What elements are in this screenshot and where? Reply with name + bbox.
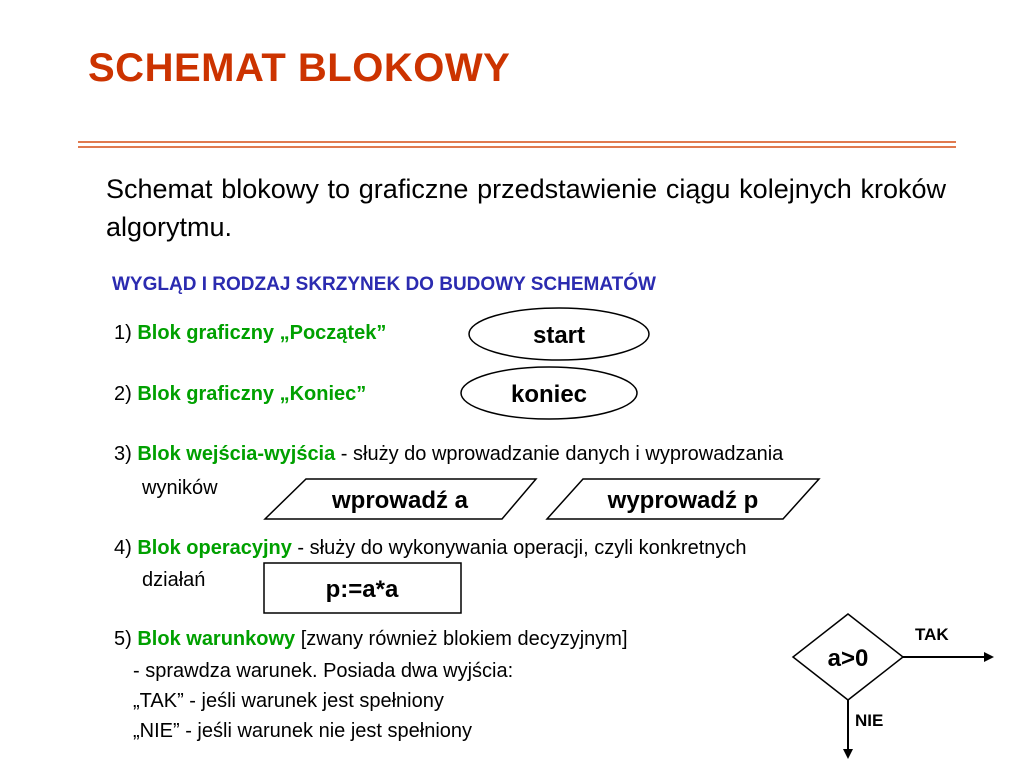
item-description: - służy do wprowadzanie danych i wyprowadzania [335,443,784,465]
page-title: SCHEMAT BLOKOWY [88,46,511,90]
output-label: wyprowadź p [607,487,759,514]
item-description: [zwany również blokiem decyzyjnym] [295,628,628,650]
decision-diamond [793,614,903,700]
condition-line-1: - sprawdza warunek. Posiada dwa wyjścia: [133,660,514,682]
item-number: 4) [114,537,132,559]
item-term: Blok operacyjny [137,537,292,559]
input-label: wprowadź a [331,487,469,514]
item-number: 3) [114,443,132,465]
condition-line-2: „TAK” - jeśli warunek jest spełniony [133,690,444,712]
section-heading: WYGLĄD I RODZAJ SKRZYNEK DO BUDOWY SCHEMATÓW [112,274,656,295]
output-parallelogram [547,479,819,519]
item-term: Blok graficzny „Koniec” [137,383,367,405]
item-term: Blok graficzny „Początek” [137,322,387,344]
item-description-continued: działań [142,569,206,591]
decision-label: a>0 [827,645,869,672]
item-number: 2) [114,383,132,405]
no-label: NIE [855,711,884,730]
item-number: 5) [114,628,132,650]
operation-label: p:=a*a [325,576,399,603]
item-number: 1) [114,322,132,344]
item-term: Blok wejścia-wyjścia [137,443,336,465]
intro-text: Schemat blokowy to graficzne przedstawienie ciągu kolejnych kroków algorytmu. [106,174,946,242]
start-label: start [532,322,586,349]
yes-label: TAK [915,625,949,644]
start-terminator [469,308,649,360]
end-label: koniec [510,381,588,408]
item-description: - służy do wykonywania operacji, czyli konkretnych [291,537,747,559]
input-parallelogram [265,479,536,519]
end-terminator [461,367,637,419]
operation-rectangle [264,563,461,613]
condition-line-3: „NIE” - jeśli warunek nie jest spełniony [133,720,473,742]
item-description-continued: wyników [142,477,218,499]
item-term: Blok warunkowy [137,628,296,650]
